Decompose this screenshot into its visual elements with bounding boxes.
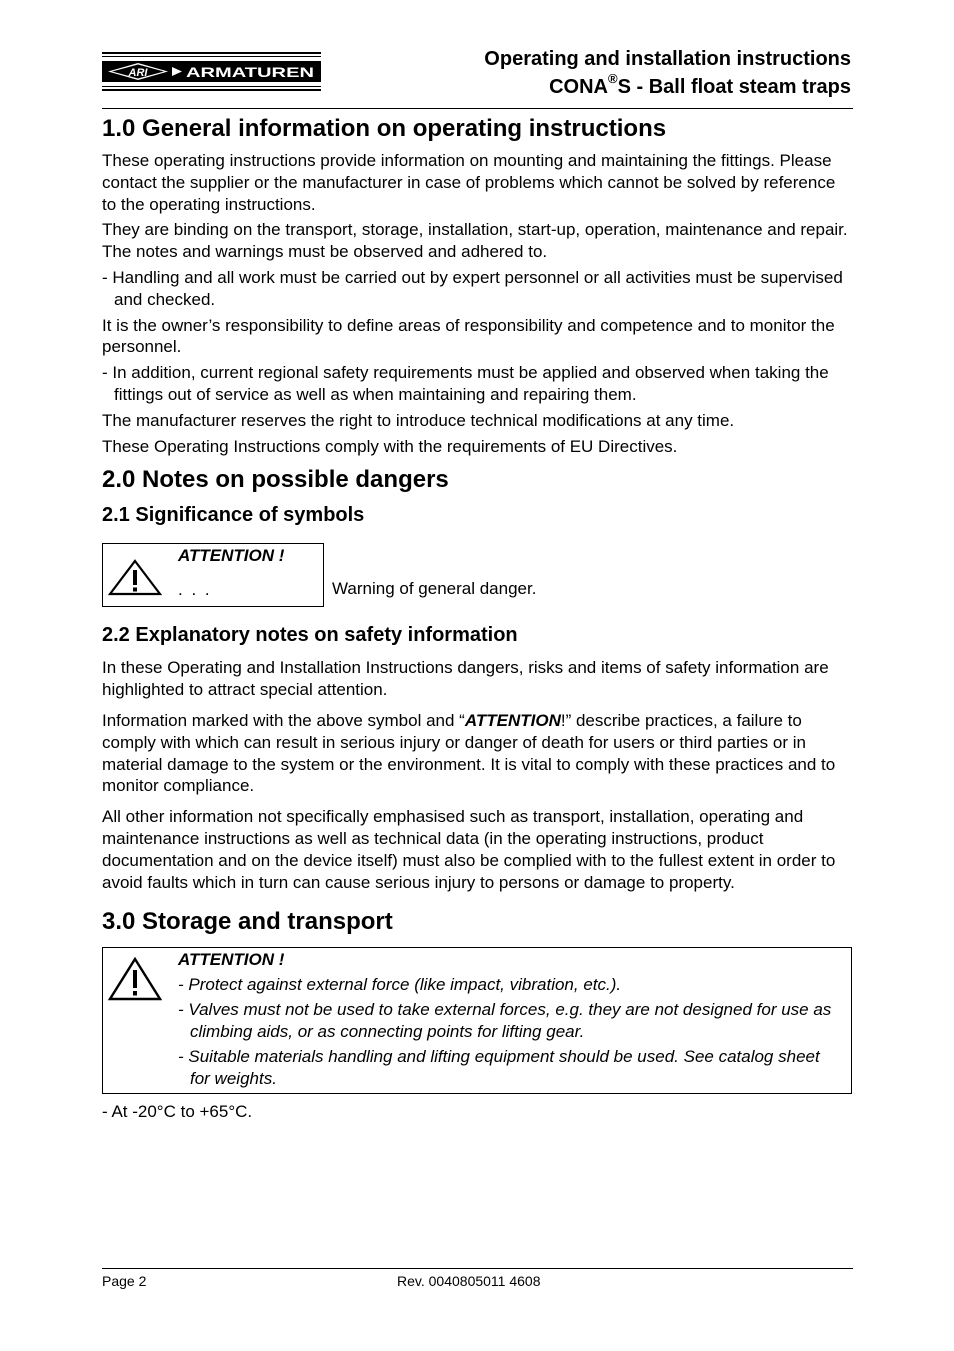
svg-text:ARMATUREN: ARMATUREN [186, 64, 314, 80]
s22-paragraph: Information marked with the above symbol and “ATTENTION!” describe practices, a failure to comply with which can result in serious injury or danger of death for users or third parties or in material damage to the system or the environment. It is vital to comply with these practices and to monitor compliance. [102, 710, 836, 796]
s1-paragraph: The notes and warnings must be observed and adhered to. [102, 242, 548, 262]
section-2-2-heading: 2.2 Explanatory notes on safety information [102, 624, 518, 647]
page-content [102, 112, 852, 1123]
s1-paragraph: They are binding on the transport, storage, installation, start-up, operation, maintenance and repair. [102, 220, 848, 240]
symbol-attention-label: ATTENTION ! [178, 546, 285, 566]
section-1-heading: 1.0 General information on operating instructions [102, 115, 667, 142]
registered-mark: ® [608, 71, 618, 87]
footer-divider [102, 1268, 853, 1269]
s1-paragraph: These operating instructions provide information on mounting and maintaining the fittings. Please contact the supplier or the manufacturer in case of problems which cannot be solved by reference to the operating instructions. [102, 151, 836, 214]
section-3-heading: 3.0 Storage and transport [102, 908, 393, 936]
s1-paragraph: These Operating Instructions comply with the requirements of EU Directives. [102, 436, 678, 456]
svg-text:ARI: ARI [128, 67, 148, 79]
symbol-description: Warning of general danger. [332, 579, 537, 599]
ari-armaturen-logo [102, 52, 321, 91]
symbol-ellipsis: . . . [178, 580, 212, 600]
s22-paragraph: All other information not specifically emphasised such as transport, installation, operating and maintenance instructions as well as technical data (in the operating instructions, product documentation and on the device itself) must also be complied with to the fullest extent in order to avoid faults which in turn can cause serious injury to persons or damage to property. [102, 807, 836, 892]
attention-item: - Protect against external force (like impact, vibration, etc.). [178, 975, 622, 995]
s1-paragraph: It is the owner’s responsibility to define areas of responsibility and competence and to monitor the personnel. [102, 315, 835, 357]
document-title [484, 45, 851, 101]
warning-triangle-icon [108, 558, 162, 596]
header-divider [102, 108, 853, 109]
attention-item: - Valves must not be used to take external forces, e.g. they are not designed for use as climbing aids, or as connecting points for lifting gear. [178, 1000, 832, 1041]
s1-list-item: - Handling and all work must be carried out by expert personnel or all activities must be supervised and checked. [102, 267, 843, 309]
attention-label: ATTENTION ! [178, 950, 285, 970]
s1-paragraph: The manufacturer reserves the right to introduce technical modifications at any time. [102, 410, 735, 430]
revision-number: Rev. 0040805011 4608 [397, 1273, 541, 1289]
s1-list-item: - In addition, current regional safety requirements must be applied and observed when taking the fittings out of service as well as when maintaining and repairing them. [102, 363, 829, 404]
symbol-explanation [102, 543, 852, 607]
attention-box [102, 947, 852, 1094]
storage-temperature-note: - At -20°C to +65°C. [102, 1102, 253, 1122]
s22-paragraph: In these Operating and Installation Instructions dangers, risks and items of safety information are highlighted to attract special attention. [102, 658, 829, 700]
symbol-box [102, 543, 324, 607]
warning-triangle-icon [108, 956, 162, 1002]
title-line-1: Operating and installation instructions [484, 48, 851, 70]
attention-item: - Suitable materials handling and lifting equipment should be used. See catalog sheet for weights. [178, 1046, 820, 1088]
attention-content [178, 948, 851, 1093]
section-2-heading: 2.0 Notes on possible dangers [102, 466, 449, 494]
title-line-2: CONA®S - Ball float steam traps [549, 71, 851, 98]
page-number: Page 2 [102, 1273, 147, 1289]
section-2-1-heading: 2.1 Significance of symbols [102, 504, 365, 527]
